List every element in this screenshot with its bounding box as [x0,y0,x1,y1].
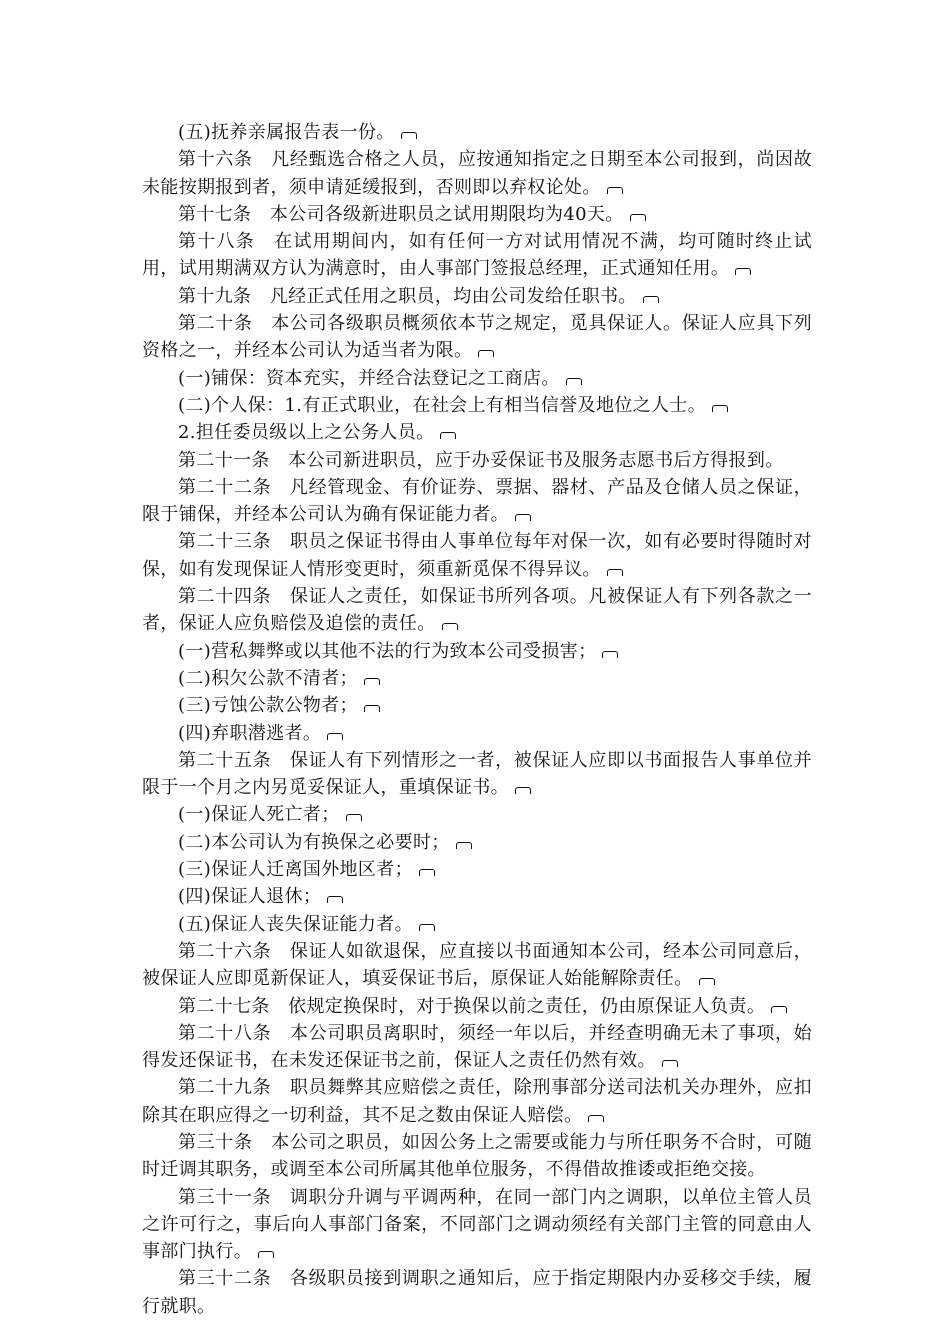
paragraph-mark-icon [662,1060,678,1067]
paragraph-text: (五)保证人丧失保证能力者。 [178,913,413,935]
paragraph [142,474,812,529]
paragraph-text: (一)营私舞弊或以其他不法的行为致本公司受损害； [178,640,597,662]
paragraph-text: 第二十二条 凡经管现金、有价证券、票据、器材、产品及仓储人员之保证，限于铺保，并经本公司认为确有保证能力者。 [142,476,812,526]
paragraph-text: 第二十四条 保证人之责任，如保证书所列各项。凡被保证人有下列各款之一者，保证人应负赔偿及追偿的责任。 [142,586,812,635]
paragraph [142,119,812,146]
document-body [142,119,812,1320]
paragraph-mark-icon [515,514,531,521]
paragraph-text: 第二十九条 职员舞弊其应赔偿之责任，除刑事部分送司法机关办理外，应扣除其在职应得之一切利益，其不足之数由保证人赔偿。 [142,1077,812,1126]
paragraph-text: 第二十一条 本公司新进职员，应于办妥保证书及服务志愿书后方得报到。 [178,449,784,471]
paragraph-mark-icon [607,187,623,194]
paragraph [142,665,812,692]
paragraph-mark-icon [442,623,458,630]
paragraph-mark-icon [419,924,435,931]
paragraph [142,1020,812,1075]
paragraph-text: (四)保证人退休； [178,886,322,908]
paragraph [142,720,812,747]
paragraph-text: 第十八条 在试用期间内，如有任何一方对试用情况不满，均可随时终止试用，试用期满双方认为满意时，由人事部门签报总经理，正式通知任用。 [142,231,812,280]
paragraph [142,283,812,310]
paragraph-text: (二)积欠公款不清者； [178,667,358,689]
paragraph-text: 第二十七条 依规定换保时，对于换保以前之责任，仍由原保证人负责。 [178,995,766,1017]
paragraph-mark-icon [515,787,531,794]
paragraph-mark-icon [364,678,380,685]
paragraph-text: 第三十一条 调职分升调与平调两种，在同一部门内之调职，以单位主管人员之许可行之，事后向人事部门备案，不同部门之调动须经有关部门主管的同意由人事部门执行。 [142,1186,812,1263]
paragraph-mark-icon [258,1251,274,1258]
paragraph [142,310,812,365]
paragraph-text: (一)保证人死亡者； [178,804,340,826]
paragraph [142,801,812,828]
paragraph-mark-icon [440,432,456,439]
paragraph-mark-icon [735,268,751,275]
paragraph [142,911,812,938]
paragraph [142,419,812,446]
paragraph-text: 第十七条 本公司各级新进职员之试用期限均为40天。 [178,203,624,225]
paragraph [142,392,812,419]
paragraph-text: 2.担任委员级以上之公务人员。 [178,422,435,444]
paragraph-text: 第三十条 本公司之职员，如因公务上之需要或能力与所任职务不合时，可随时迁调其职务，或调至本公司所属其他单位服务，不得借故推诿或拒绝交接。 [142,1131,812,1181]
paragraph-text: 第三十二条 各级职员接到调职之通知后，应于指定期限内办妥移交手续，履行就职。 [142,1268,812,1317]
paragraph [142,146,812,201]
paragraph-text: (二)个人保：1.有正式职业，在社会上有相当信誉及地位之人士。 [178,394,707,416]
paragraph-text: 第二十六条 保证人如欲退保，应直接以书面通知本公司，经本公司同意后，被保证人应即觅新保证人，填妥保证书后，原保证人始能解除责任。 [142,940,812,990]
paragraph [142,856,812,883]
paragraph [142,638,812,665]
paragraph [142,201,812,228]
paragraph-text: 第二十三条 职员之保证书得由人事单位每年对保一次，如有必要时得随时对保，如有发现保证人情形变更时，须重新觅保不得异议。 [142,531,812,580]
paragraph-text: 第二十条 本公司各级职员概须依本节之规定，觅具保证人。保证人应具下列资格之一，并经本公司认为适当者为限。 [142,313,812,362]
paragraph-text: (三)亏蚀公款公物者； [178,695,358,717]
paragraph-text: (五)抚养亲属报告表一份。 [178,122,395,143]
paragraph-mark-icon [327,896,343,903]
paragraph [142,829,812,856]
paragraph [142,583,812,638]
paragraph-mark-icon [712,405,728,412]
paragraph-mark-icon [566,378,582,385]
paragraph-mark-icon [327,733,343,740]
paragraph-text: 第二十八条 本公司职员离职时，须经一年以后，并经查明确无未了事项，始得发还保证书，在未发还保证书之前，保证人之责任仍然有效。 [142,1022,812,1072]
paragraph [142,1074,812,1129]
paragraph-mark-icon [607,569,623,576]
paragraph-mark-icon [478,350,494,357]
paragraph [142,993,812,1020]
paragraph-mark-icon [401,132,417,139]
paragraph-mark-icon [630,214,646,221]
paragraph-mark-icon [364,705,380,712]
paragraph [142,692,812,719]
paragraph [142,447,812,474]
paragraph-mark-icon [588,1115,604,1122]
paragraph [142,1184,812,1266]
paragraph-text: 第二十五条 保证人有下列情形之一者，被保证人应即以书面报告人事单位并限于一个月之内另觅妥保证人，重填保证书。 [142,749,812,799]
paragraph-mark-icon [699,978,715,985]
paragraph [142,1129,812,1184]
paragraph [142,747,812,802]
paragraph [142,528,812,583]
paragraph-text: (二)本公司认为有换保之必要时； [178,831,450,853]
paragraph-text: (一)铺保：资本充实，并经合法登记之工商店。 [178,367,560,389]
paragraph [142,883,812,910]
paragraph-mark-icon [771,1006,787,1013]
paragraph-mark-icon [456,842,472,849]
paragraph-text: 第十六条 凡经甄选合格之人员，应按通知指定之日期至本公司报到，尚因故未能按期报到者，须申请延缓报到，否则即以弃权论处。 [142,149,812,198]
paragraph-mark-icon [419,869,435,876]
paragraph-mark-icon [602,651,618,658]
paragraph-text: (四)弃职潜逃者。 [178,722,322,744]
paragraph-text: 第十九条 凡经正式任用之职员，均由公司发给任职书。 [178,285,637,307]
paragraph [142,228,812,283]
paragraph-mark-icon [643,296,659,303]
paragraph [142,1265,812,1320]
paragraph-text: (三)保证人迁离国外地区者； [178,859,413,881]
paragraph-mark-icon [346,814,362,821]
paragraph [142,938,812,993]
paragraph [142,365,812,392]
